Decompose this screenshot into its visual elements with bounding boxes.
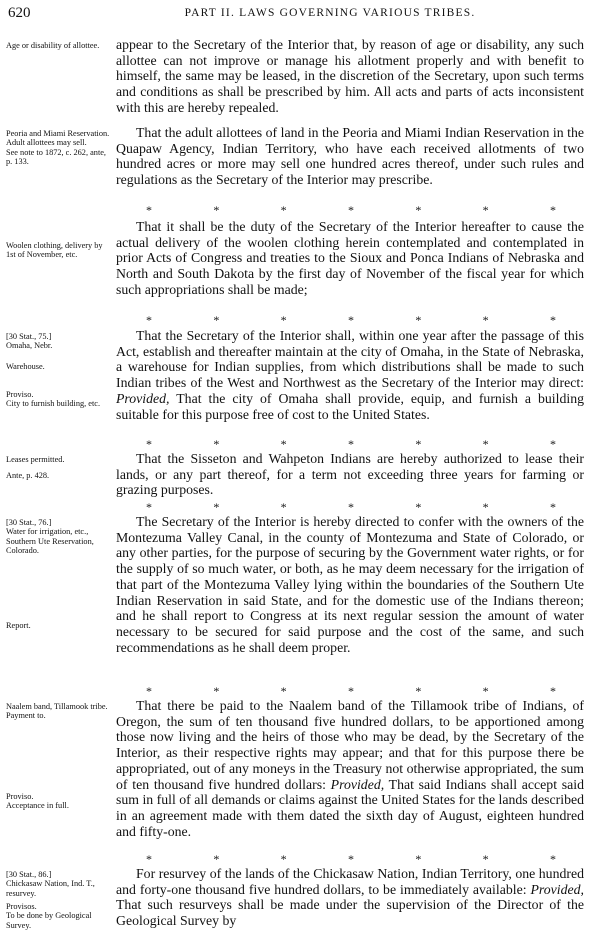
separator-star: * (280, 437, 287, 451)
paragraph-text: For resurvey of the lands of the Chickasaw Nation, Indian Territory, one hundred and forty-one thousand five hundred dollars, to be immediately available: (116, 866, 584, 897)
separator-star: * (146, 203, 152, 217)
margin-note (6, 518, 112, 556)
separator-star: * (415, 437, 422, 451)
separator-star: * (280, 852, 287, 866)
proviso-italic: Provided, (530, 881, 584, 897)
separator-star: * (549, 852, 556, 866)
proviso-italic: Provided, (116, 390, 170, 406)
separator-star: * (213, 437, 220, 451)
separator-star: * (549, 313, 556, 327)
separator-star: * (280, 500, 287, 514)
separator-star: * (549, 203, 556, 217)
separator-star: * (146, 313, 152, 327)
proviso-italic: Provided, (330, 776, 385, 792)
separator-star: * (213, 684, 220, 698)
separator-star: * (415, 500, 422, 514)
margin-note-line: Proviso. (6, 792, 34, 801)
paragraph: The Secretary of the Interior is hereby directed to confer with the owners of the Montezuma Valley Canal, in the county of Montezuma and State of Colorado, or any other parties, for the purpose of securing by the Government water rights, or for the supply of so much water, or both, as he may deem necessary for the irrigation of that part of the Montezuma Valley lying within the boundaries of the Southern Ute Indian Reservation in said State, and for the domestic use of the Indians thereon; and he shall report to Congress at its next regular session the amount of water necessary to be secured for said purpose and the cost of the same, and such recommendations as he shall deem proper. (116, 514, 584, 655)
margin-note-line: Age or disability of allottee. (6, 41, 100, 50)
margin-note-line: Ante, p. 428. (6, 471, 50, 480)
margin-note-line: [30 Stat., 86.] (6, 870, 52, 879)
section-separator (146, 852, 556, 867)
paragraph: That the adult allottees of land in the Peoria and Miami Indian Reservation in the Quapaw Agency, Indian Territory, who have each received allotments of two hundred acres or more may sell one hundred acres thereof, under such rules and regulations as the Secretary of the Interior may prescribe. (116, 125, 584, 188)
paragraph (116, 866, 584, 929)
margin-note-line: [30 Stat., 76.] (6, 518, 52, 527)
margin-note (6, 129, 112, 167)
separator-star: * (347, 500, 354, 514)
separator-star: * (549, 500, 556, 514)
separator-star: * (213, 500, 220, 514)
paragraph-text: That the city of Omaha shall provide, equip, and furnish a building suitable for this purpose free of cost to the United States. (116, 390, 584, 422)
separator-star: * (213, 203, 220, 217)
separator-star: * (347, 852, 354, 866)
margin-note (6, 241, 112, 260)
separator-star: * (280, 313, 287, 327)
separator-star: * (415, 684, 422, 698)
separator-star: * (482, 437, 489, 451)
margin-note-line: Provisos. (6, 902, 37, 911)
margin-note-line: To be done by Geological Survey. (6, 911, 92, 930)
separator-star: * (146, 852, 152, 866)
separator-star: * (146, 500, 152, 514)
margin-note-line: Chickasaw Nation, Ind. T., resurvey. (6, 879, 95, 898)
separator-star: * (549, 437, 556, 451)
margin-note-line: Woolen clothing, delivery by 1st of November, etc. (6, 241, 103, 260)
paragraph: That it shall be the duty of the Secretary of the Interior hereafter to cause the actual delivery of the woolen clothing herein contemplated and contemplated in prior Acts of Congress and treaties to the Sioux and Ponca Indians of Nebraska and North and South Dakota by the first day of November of the fiscal year for which such appropriations shall be made; (116, 219, 584, 297)
margin-note-line: [30 Stat., 75.] (6, 332, 52, 341)
section-separator (146, 203, 556, 218)
separator-star: * (482, 684, 489, 698)
separator-star: * (482, 203, 489, 217)
margin-note (6, 390, 112, 409)
separator-star: * (146, 437, 152, 451)
separator-star: * (347, 437, 354, 451)
paragraph-text: That there be paid to the Naalem band of the Tillamook tribe of Indians, of Oregon, the sum of ten thousand five hundred dollars, to be apportioned among those now living and the heirs of those who may be dead, by the Secretary of the Interior, as their respective rights may appear; and that for this purpose there be appropriated, out of any moneys in the Treasury not otherwise appropriated, the sum of ten thousand five hundred dollars: (116, 698, 584, 792)
separator-star: * (213, 852, 220, 866)
paragraph-text: That such resurveys shall be made under the supervision of the Director of the Geological Survey by (116, 897, 584, 929)
margin-note-line: City to furnish building, etc. (6, 399, 101, 409)
section-separator (146, 684, 556, 699)
margin-note-line: Adult allottees may sell. (6, 138, 87, 148)
margin-note (6, 792, 112, 811)
separator-star: * (280, 684, 287, 698)
separator-star: * (280, 203, 287, 217)
margin-note (6, 362, 112, 371)
margin-note (6, 702, 112, 721)
separator-star: * (415, 852, 422, 866)
separator-star: * (347, 684, 354, 698)
separator-star: * (415, 313, 422, 327)
margin-note (6, 902, 112, 930)
margin-note-line: Peoria and Miami Reservation. (6, 129, 110, 138)
paragraph-text: That the Secretary of the Interior shall, within one year after the passage of this Act, establish and thereafter maintain at the city of Omaha, in the State of Nebraska, a warehouse for Indian supplies, from which distributions shall be made to such Indian tribes of the West and Northwest as the Secretary of the Interior may direct: (116, 328, 584, 391)
separator-star: * (146, 684, 152, 698)
separator-star: * (415, 203, 422, 217)
separator-star: * (549, 684, 556, 698)
margin-note-line: Water for irrigation, etc., Southern Ute Reservation, Colorado. (6, 527, 94, 556)
margin-note (6, 455, 112, 464)
paragraph: That the Sisseton and Wahpeton Indians are hereby authorized to lease their lands, or any part thereof, for a term not exceeding three years for farming or grazing purposes. (116, 451, 584, 498)
margin-note-line: Payment to. (6, 711, 46, 721)
margin-note-line: Report. (6, 621, 31, 630)
margin-note (6, 332, 112, 351)
page-number: 620 (8, 5, 31, 21)
margin-note-line: Naalem band, Tillamook tribe. (6, 702, 108, 711)
section-separator (146, 500, 556, 515)
margin-note (6, 621, 112, 630)
margin-note-line: Warehouse. (6, 362, 45, 371)
page-header (8, 5, 592, 25)
margin-note-line: Omaha, Nebr. (6, 341, 53, 351)
section-separator (146, 437, 556, 452)
running-title: PART II. LAWS GOVERNING VARIOUS TRIBES. (184, 7, 476, 19)
margin-note-line: Proviso. (6, 390, 34, 399)
separator-star: * (347, 203, 354, 217)
margin-note (6, 41, 112, 50)
margin-note-line: See note to 1872, c. 262, ante, p. 133. (6, 147, 107, 167)
separator-star: * (482, 500, 489, 514)
section-separator (146, 313, 556, 328)
separator-star: * (213, 313, 220, 327)
paragraph (116, 698, 584, 839)
margin-note (6, 471, 112, 480)
separator-star: * (482, 852, 489, 866)
paragraph: appear to the Secretary of the Interior that, by reason of age or disability, any such allottee can not improve or manage his allotment properly and with benefit to himself, the same may be leased, in the discretion of the Secretary, upon such terms and conditions as shall be prescribed by him. All acts and parts of acts inconsistent with this are hereby repealed. (116, 37, 584, 115)
paragraph-text: That said Indians shall accept said sum in full of all demands or claims against the United States for the lands described in an agreement made with them dated the sixth day of August, eighteen hundred and fifty-one. (116, 776, 584, 839)
separator-star: * (347, 313, 354, 327)
margin-note-line: Acceptance in full. (6, 801, 69, 811)
margin-note (6, 870, 112, 898)
paragraph (116, 328, 584, 422)
margin-note-line: Leases permitted. (6, 455, 65, 464)
separator-star: * (482, 313, 489, 327)
